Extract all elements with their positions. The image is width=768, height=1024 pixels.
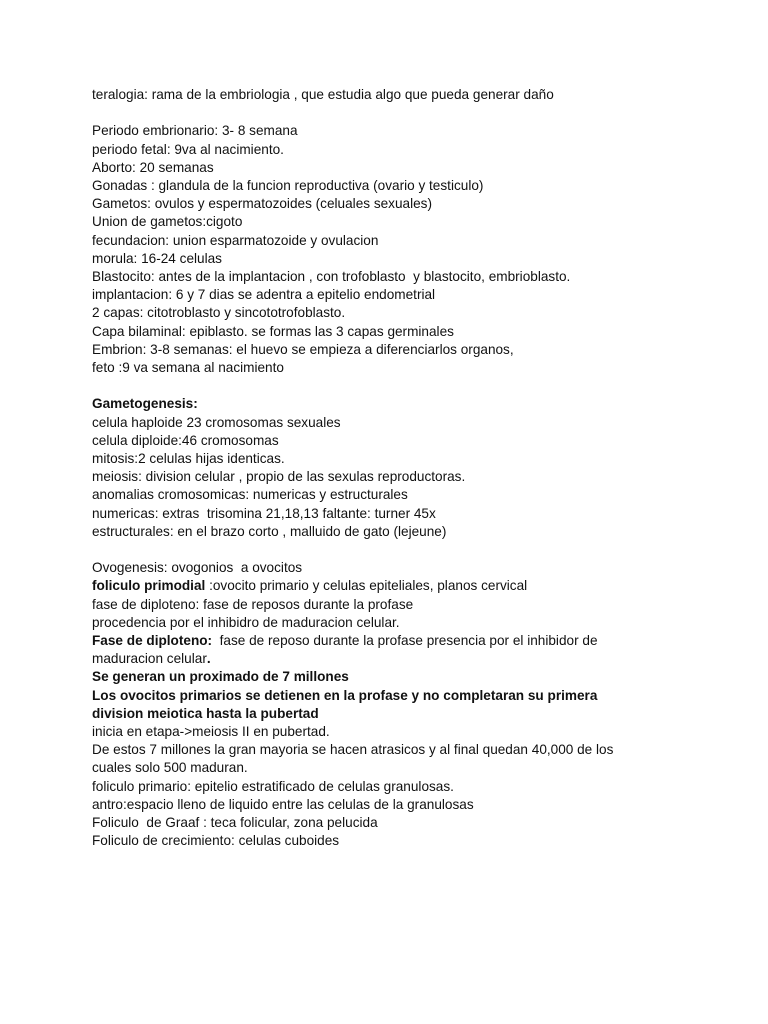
- fase-diploteno-text: fase de reposo durante la profase presencia por el inhibidor de: [212, 633, 598, 649]
- foliculo-primodial-label: foliculo primodial: [92, 578, 206, 594]
- period-line: Aborto: 20 semanas: [92, 159, 214, 175]
- period-line: feto :9 va semana al nacimiento: [92, 360, 284, 376]
- gametogenesis-line: estructurales: en el brazo corto , malluido de gato (lejeune): [92, 523, 447, 539]
- gametogenesis-line: celula haploide 23 cromosomas sexuales: [92, 414, 341, 430]
- intro-line: teralogia: rama de la embriologia , que estudia algo que pueda generar daño: [92, 87, 554, 102]
- foliculo-primodial-text: :ovocito primario y celulas epiteliales, planos cervical: [205, 578, 528, 594]
- period-line: Blastocito: antes de la implantacion , con trofoblasto y blastocito, embrioblasto.: [92, 269, 571, 285]
- diploteno-line: fase de diploteno: fase de reposos durante la profase: [92, 596, 414, 612]
- period-line: Periodo embrionario: 3- 8 semana: [92, 123, 298, 139]
- ovogenesis-line: antro:espacio lleno de liquido entre las celulas de la granulosas: [92, 796, 474, 812]
- period-line: periodo fetal: 9va al nacimiento.: [92, 141, 284, 157]
- gametogenesis-line: meiosis: division celular , propio de las sexulas reproductoras.: [92, 469, 466, 485]
- ovogenesis-line: Foliculo de crecimiento: celulas cuboides: [92, 833, 340, 849]
- spacer: [92, 104, 728, 122]
- ovogenesis-line: cuales solo 500 maduran.: [92, 760, 248, 776]
- spacer: [92, 541, 728, 559]
- ovogenesis-line: inicia en etapa->meiosis II en pubertad.: [92, 724, 330, 740]
- period-line: Gametos: ovulos y espermatozoides (celuales sexuales): [92, 196, 433, 212]
- diploteno-line: procedencia por el inhibidro de maduracion celular.: [92, 614, 400, 630]
- ovogenesis-line: foliculo primario: epitelio estratificado de celulas granulosas.: [92, 778, 454, 794]
- bold-note: Los ovocitos primarios se detienen en la profase y no completaran su primera: [92, 687, 598, 703]
- ovogenesis-line: De estos 7 millones la gran mayoria se hacen atrasicos y al final quedan 40,000 de los: [92, 742, 614, 758]
- fase-diploteno-line: [92, 650, 728, 668]
- period-line: morula: 16-24 celulas: [92, 250, 222, 266]
- bold-note: division meiotica hasta la pubertad: [92, 705, 319, 721]
- gametogenesis-line: numericas: extras trisomina 21,18,13 faltante: turner 45x: [92, 505, 436, 521]
- period-line: Union de gametos:cigoto: [92, 214, 243, 230]
- bold-note: Se generan un proximado de 7 millones: [92, 669, 349, 685]
- gametogenesis-line: celula diploide:46 cromosomas: [92, 432, 279, 448]
- fase-diploteno-period: .: [206, 651, 211, 667]
- period-line: Embrion: 3-8 semanas: el huevo se empieza a diferenciarlos organos,: [92, 341, 514, 357]
- period-line: fecundacion: union esparmatozoide y ovulacion: [92, 232, 379, 248]
- period-line: implantacion: 6 y 7 dias se adentra a epitelio endometrial: [92, 287, 436, 303]
- ovogenesis-line: Ovogenesis: ovogonios a ovocitos: [92, 560, 303, 576]
- spacer: [92, 377, 728, 395]
- period-line: Capa bilaminal: epiblasto. se formas las 3 capas germinales: [92, 323, 454, 339]
- foliculo-primodial-line: [92, 577, 728, 595]
- fase-diploteno-text: maduracion celular: [92, 651, 207, 667]
- gametogenesis-line: mitosis:2 celulas hijas identicas.: [92, 451, 285, 467]
- fase-diploteno-line: [92, 632, 728, 650]
- gametogenesis-line: anomalias cromosomicas: numericas y estructurales: [92, 487, 408, 503]
- fase-diploteno-label: Fase de diploteno:: [92, 633, 213, 649]
- period-line: Gonadas : glandula de la funcion reproductiva (ovario y testiculo): [92, 178, 484, 193]
- period-line: 2 capas: citotroblasto y sincototrofoblasto.: [92, 305, 346, 321]
- gametogenesis-heading: Gametogenesis:: [92, 396, 198, 412]
- ovogenesis-line: Foliculo de Graaf : teca folicular, zona pelucida: [92, 815, 378, 831]
